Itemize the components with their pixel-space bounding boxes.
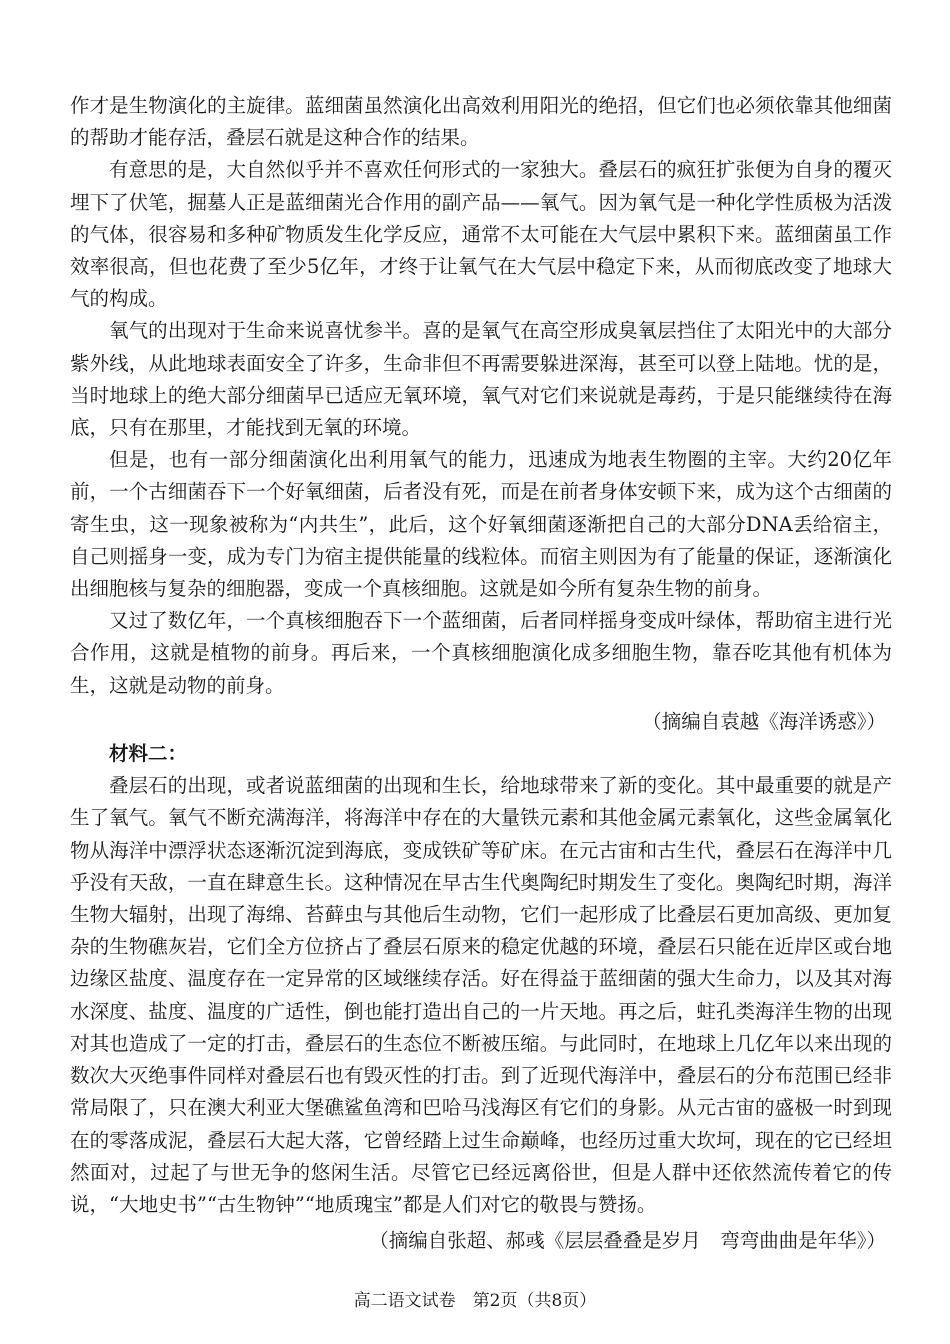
source-citation-2: （摘编自张超、郝彧《层层叠叠是岁月 弯弯曲曲是年华》）: [369, 1229, 886, 1253]
paragraph: 有意思的是，大自然似乎并不喜欢任何形式的一家独大。叠层石的疯狂扩张便为自身的覆灭埋下了伏笔，掘墓人正是蓝细菌光合作用的副产品——氧气。因为氧气是一种化学性质极为活泼的气体，很容易和多种矿物质发生化学反应，通常不太可能在大气层中累积下来。蓝细菌虽工作效率很高，但也花费了至少5亿年，才终于让氧气在大气层中稳定下来，从而彻底改变了地球大气的构成。: [70, 158, 892, 311]
page-footer: 高二语文试卷 第2页（共8页）: [353, 1291, 597, 1311]
paragraph: 氧气的出现对于生命来说喜忧参半。喜的是氧气在高空形成臭氧层挡住了太阳光中的大部分紫外线，从此地球表面安全了许多，生命非但不再需要躲进深海，甚至可以登上陆地。忧的是，当时地球上的绝大部分细菌早已适应无氧环境，氧气对它们来说就是毒药，于是只能继续待在海底，只有在那里，才能找到无氧的环境。: [70, 319, 892, 440]
paragraph: 叠层石的出现，或者说蓝细菌的出现和生长，给地球带来了新的变化。其中最重要的就是产生了氧气。氧气不断充满海洋，将海洋中存在的大量铁元素和其他金属元素氧化，这些金属氧化物从海洋中漂浮状态逐渐沉淀到海底，变成铁矿等矿床。在元古宙和古生代，叠层石在海洋中几乎没有天敌，一直在肆意生长。这种情况在早古生代奥陶纪时期发生了变化。奥陶纪时期，海洋生物大辐射，出现了海绵、苔藓虫与其他后生动物，它们一起形成了比叠层石更加高级、更加复杂的生物礁灰岩，它们全方位挤占了叠层石原来的稳定优越的环境，叠层石只能在近岸区或台地边缘区盐度、温度存在一定异常的区域继续存活。好在得益于蓝细菌的强大生命力，以及其对海水深度、盐度、温度的广适性，倒也能打造出自己的一片天地。再之后，蛀孔类海洋生物的出现对其也造成了一定的打击，叠层石的生态位不断被压缩。与此同时，在地球上几亿年以来出现的数次大灭绝事件同样对叠层石也有毁灭性的打击。到了近现代海洋中，叠层石的分布范围已经非常局限了，只在澳大利亚大堡礁鲨鱼湾和巴哈马浅海区有它们的身影。从元古宙的盛极一时到现在的零落成泥，叠层石大起大落，它曾经踏上过生命巅峰，也经历过重大坎坷，现在的它已经坦然面对，过起了与世无争的悠闲生活。尽管它已经远离俗世，但是人群中还依然流传着它的传说，“大地史书”“古生物钟”“地质瑰宝”都是人们对它的敬畏与赞扬。: [70, 774, 892, 1216]
paragraph: 又过了数亿年，一个真核细胞吞下一个蓝细菌，后者同样摇身变成叶绿体，帮助宿主进行光合作用，这就是植物的前身。再后来，一个真核细胞演化成多细胞生物，靠吞吃其他有机体为生，这就是动物的前身。: [70, 609, 892, 697]
paragraph: 但是，也有一部分细菌演化出利用氧气的能力，迅速成为地表生物圈的主宰。大约20亿年前，一个古细菌吞下一个好氧细菌，后者没有死，而是在前者身体安顿下来，成为这个古细菌的寄生虫，这一现象被称为“内共生”，此后，这个好氧细菌逐渐把自己的大部分DNA丢给宿主，自己则摇身一变，成为专门为宿主提供能量的线粒体。而宿主则因为有了能量的保证，逐渐演化出细胞核与复杂的细胞器，变成一个真核细胞。这就是如今所有复杂生物的前身。: [70, 448, 892, 601]
source-citation-1: （摘编自袁越《海洋诱惑》）: [642, 709, 886, 733]
paragraph: 作才是生物演化的主旋律。蓝细菌虽然演化出高效利用阳光的绝招，但它们也必须依靠其他细菌的帮助才能存活，叠层石就是这种合作的结果。: [70, 94, 892, 150]
document-page: [70, 90, 892, 1257]
material-two-heading: 材料二：: [109, 742, 188, 766]
